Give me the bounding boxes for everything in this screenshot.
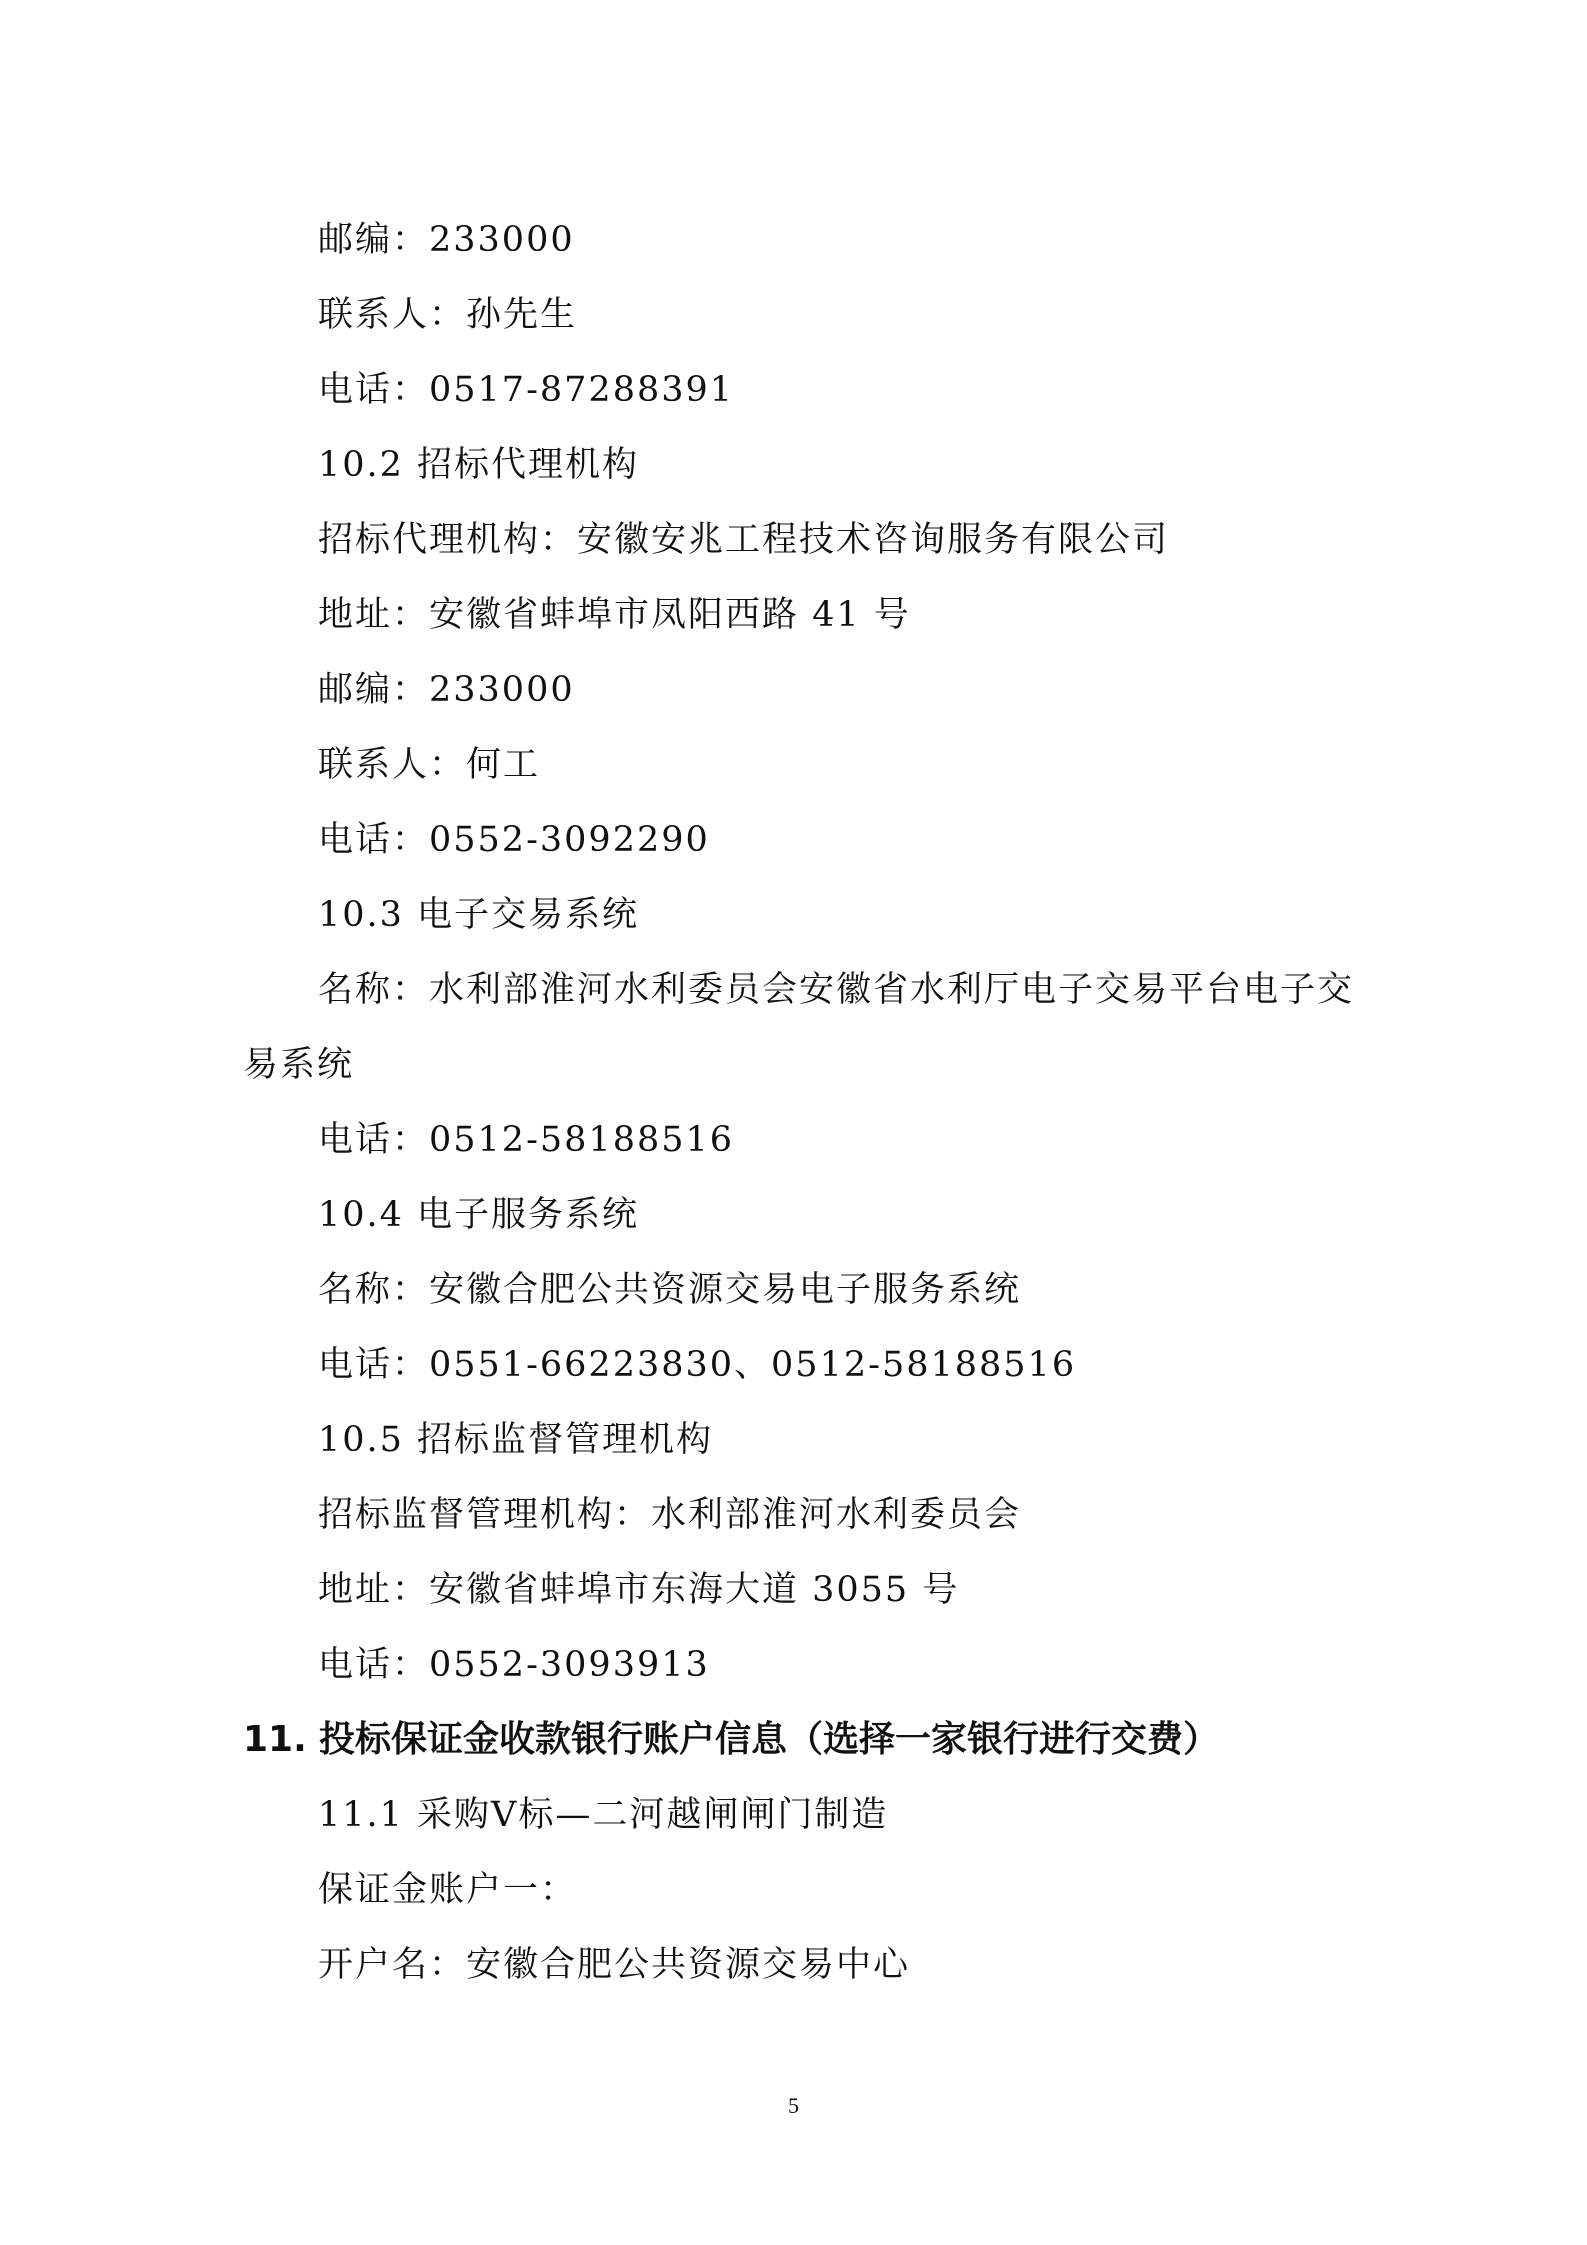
supervision-agency-line: 招标监督管理机构：水利部淮河水利委员会 (318, 1495, 1022, 1535)
trading-system-phone-line: 电话：0512-58188516 (318, 1120, 735, 1160)
section-title: 投标保证金收款银行账户信息（选择一家银行进行交费） (319, 1719, 1220, 1760)
subsection-11-1: 11.1 采购Ⅴ标—二河越闸闸门制造 (318, 1795, 889, 1835)
phone-line: 电话：0517-87288391 (318, 370, 735, 410)
subsection-10-5: 10.5 招标监督管理机构 (318, 1420, 714, 1460)
trading-system-name-line: 名称：水利部淮河水利委员会安徽省水利厅电子交易平台电子交 (318, 970, 1355, 1010)
page-number: 5 (788, 2093, 799, 2118)
supervision-phone-line: 电话：0552-3093913 (318, 1645, 710, 1685)
agency-phone-line: 电话：0552-3092290 (318, 820, 710, 860)
deposit-account-label: 保证金账户一： (318, 1870, 578, 1910)
agency-address-line: 地址：安徽省蚌埠市凤阳西路 41 号 (318, 595, 911, 635)
agency-postcode-line: 邮编：233000 (318, 670, 575, 710)
contact-person-line: 联系人：孙先生 (318, 295, 578, 335)
supervision-address-line: 地址：安徽省蚌埠市东海大道 3055 号 (318, 1570, 960, 1610)
subsection-10-4: 10.4 电子服务系统 (318, 1195, 640, 1235)
service-system-name-line: 名称：安徽合肥公共资源交易电子服务系统 (318, 1270, 1022, 1310)
postcode-line: 邮编：233000 (318, 220, 575, 260)
section-11-heading (243, 1716, 1219, 1764)
agency-contact-line: 联系人：何工 (318, 745, 541, 785)
account-holder-line: 开户名：安徽合肥公共资源交易中心 (318, 1945, 911, 1985)
agency-name-line: 招标代理机构：安徽安兆工程技术咨询服务有限公司 (318, 520, 1170, 560)
service-system-phone-line: 电话：0551-66223830、0512-58188516 (318, 1345, 1077, 1385)
subsection-10-3: 10.3 电子交易系统 (318, 895, 640, 935)
subsection-10-2: 10.2 招标代理机构 (318, 445, 640, 485)
trading-system-name-continued: 易系统 (243, 1045, 355, 1085)
section-number: 11. (243, 1719, 307, 1760)
